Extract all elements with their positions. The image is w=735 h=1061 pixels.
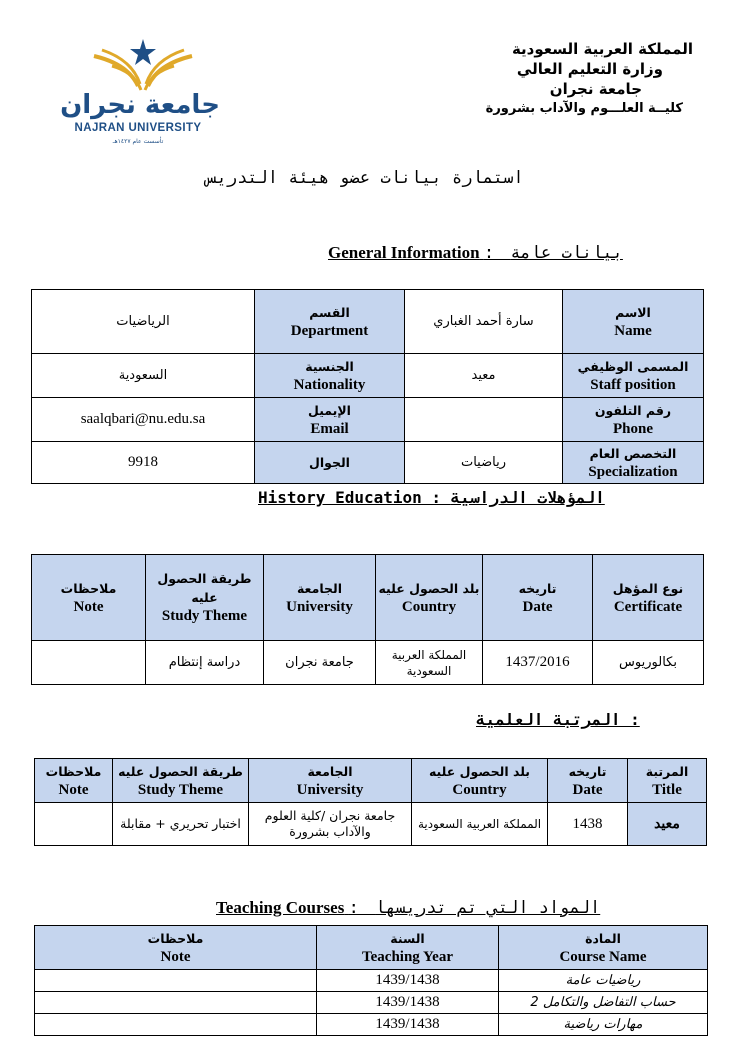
header-ministry: وزارة التعليم العالي [516, 60, 663, 78]
header-college: كليــة العلـــوم والآداب بشرورة [485, 101, 683, 116]
teaching-table [34, 925, 708, 1036]
department-label: القسم Department [255, 290, 405, 354]
rank-note [35, 803, 113, 846]
course-name: مهارات رياضية [499, 1014, 708, 1036]
edu-header-date: تاريخه Date [483, 555, 593, 641]
name-label: الاسم Name [563, 290, 704, 354]
logo-arabic-name: جامعة نجران [60, 90, 220, 120]
logo-english-name: NAJRAN UNIVERSITY [74, 122, 202, 134]
position-value: معيد [405, 354, 563, 398]
edu-header-theme: طريقة الحصول عليه Study Theme [146, 555, 264, 641]
course-name: حساب التفاضل والتكامل 2 [499, 992, 708, 1014]
education-table [31, 554, 704, 685]
rank-header-title: المرتبة Title [628, 759, 707, 803]
rank-theme: اختبار تحريري + مقابلة [113, 803, 249, 846]
rank-country: المملكة العربية السعودية [412, 803, 548, 846]
course-note [35, 1014, 317, 1036]
mobile-value: 9918 [32, 442, 255, 484]
section-title-teaching-ar: : المواد التي تم تدريسها [348, 898, 601, 918]
section-title-teaching-en: Teaching Courses [216, 898, 345, 917]
table-row [35, 970, 708, 992]
rank-header-country: بلد الحصول عليه Country [412, 759, 548, 803]
edu-note [32, 641, 146, 685]
general-info-table [31, 289, 704, 484]
table-row [35, 1014, 708, 1036]
section-title-education: History Education : المؤهلات الدراسية [258, 488, 605, 507]
section-title-rank: المرتبة العلمية : [476, 710, 640, 729]
teach-header-year: السنة Teaching Year [317, 926, 499, 970]
rank-header-note: ملاحظات Note [35, 759, 113, 803]
edu-theme: دراسة إنتظام [146, 641, 264, 685]
email-label: الإيميل Email [255, 398, 405, 442]
rank-header-theme: طريقة الحصول عليه Study Theme [113, 759, 249, 803]
logo-established: تأسست عام ١٤٢٧هـ [112, 138, 164, 145]
university-logo [60, 38, 220, 148]
section-title-teaching [216, 898, 600, 918]
teach-header-note: ملاحظات Note [35, 926, 317, 970]
logo-emblem-icon [88, 38, 198, 98]
edu-certificate: بكالوريوس [593, 641, 704, 685]
rank-table [34, 758, 707, 846]
position-label: المسمى الوظيفي Staff position [563, 354, 704, 398]
edu-header-university: الجامعة University [264, 555, 376, 641]
edu-header-note: ملاحظات Note [32, 555, 146, 641]
form-title: استمارة بيانات عضو هيئة التدريس [206, 168, 524, 188]
name-value: سارة أحمد الغباري [405, 290, 563, 354]
course-note [35, 970, 317, 992]
section-title-general-en: General Information [328, 243, 480, 262]
specialization-value: رياضيات [405, 442, 563, 484]
specialization-label: التخصص العام Specialization [563, 442, 704, 484]
rank-title: معيد [628, 803, 707, 846]
course-note [35, 992, 317, 1014]
table-row [35, 992, 708, 1014]
section-title-general-ar: : بيانات عامة [483, 243, 623, 263]
mobile-label: الجوال [255, 442, 405, 484]
rank-header-date: تاريخه Date [548, 759, 628, 803]
section-title-general [328, 243, 623, 263]
teach-header-course: المادة Course Name [499, 926, 708, 970]
header-university: جامعة نجران [549, 80, 642, 98]
phone-label: رقم التلفون Phone [563, 398, 704, 442]
phone-value [405, 398, 563, 442]
table-row [32, 641, 704, 685]
course-year: 1439/1438 [317, 992, 499, 1014]
rank-header-university: الجامعة University [249, 759, 412, 803]
rank-date: 1438 [548, 803, 628, 846]
edu-date: 1437/2016 [483, 641, 593, 685]
edu-country: المملكة العربية السعودية [376, 641, 483, 685]
edu-header-country: بلد الحصول عليه Country [376, 555, 483, 641]
nationality-value: السعودية [32, 354, 255, 398]
table-row [35, 803, 707, 846]
edu-header-certificate: نوع المؤهل Certificate [593, 555, 704, 641]
course-year: 1439/1438 [317, 1014, 499, 1036]
department-value: الرياضيات [32, 290, 255, 354]
edu-university: جامعة نجران [264, 641, 376, 685]
nationality-label: الجنسية Nationality [255, 354, 405, 398]
course-name: رياضيات عامة [499, 970, 708, 992]
header-kingdom: المملكة العربية السعودية [511, 40, 693, 58]
rank-university: جامعة نجران /كلية العلوم والآداب بشرورة [249, 803, 412, 846]
course-year: 1439/1438 [317, 970, 499, 992]
email-value: saalqbari@nu.edu.sa [32, 398, 255, 442]
